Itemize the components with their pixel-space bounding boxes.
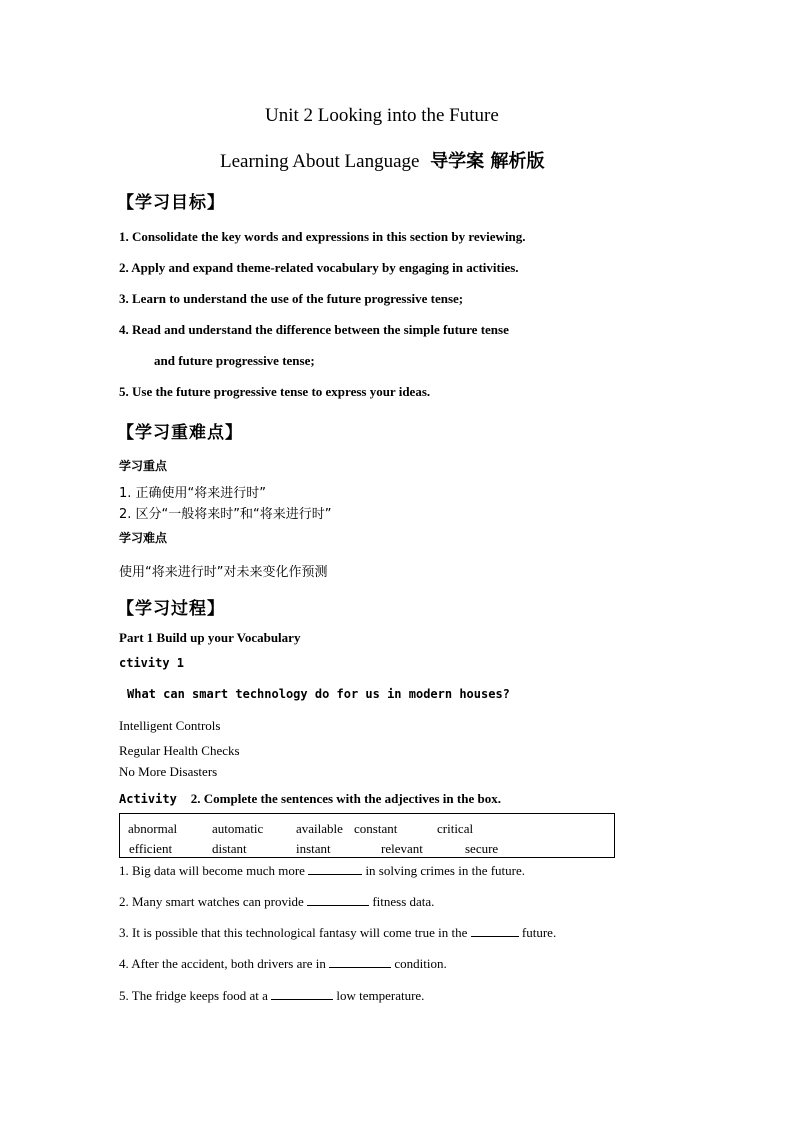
activity2-label: Activity (119, 792, 177, 806)
focus-item-2: 2. 区分“一般将来时”和“将来进行时” (119, 507, 332, 522)
word-item: relevant (381, 841, 423, 856)
sentence-text: in solving crimes in the future. (362, 863, 526, 878)
objective-item-1: 1. Consolidate the key words and expressions in this section by reviewing. (119, 229, 526, 244)
activity1-question: What can smart technology do for us in modern houses? (127, 687, 510, 701)
sentence-1 (119, 863, 525, 879)
subtitle-chinese: 导学案 解析版 (430, 151, 545, 172)
answer-blank[interactable] (308, 863, 362, 875)
word-item: abnormal (128, 821, 178, 836)
sentence-4 (119, 956, 447, 972)
sentence-text: fitness data. (369, 894, 435, 909)
process-heading: 【学习过程】 (117, 599, 225, 619)
answer-blank[interactable] (329, 956, 391, 968)
sentence-text: low temperature. (333, 988, 425, 1003)
activity1-answer-2: Regular Health Checks (119, 743, 240, 758)
key-points-heading: 【学习重难点】 (117, 423, 243, 443)
sentence-text: 2. Many smart watches can provide (119, 894, 308, 909)
word-item: secure (465, 841, 499, 856)
document-subtitle (220, 147, 544, 173)
objective-item-2: 2. Apply and expand theme-related vocabulary by engaging in activities. (119, 260, 519, 275)
activity2-instruction: 2. Complete the sentences with the adjectives in the box. (190, 791, 501, 806)
sentence-5 (119, 988, 424, 1004)
focus-item-1: 1. 正确使用“将来进行时” (119, 486, 267, 501)
word-box (119, 813, 615, 858)
sentence-text: 5. The fridge keeps food at a (119, 988, 272, 1003)
word-item: constant (354, 821, 398, 836)
difficulty-text: 使用“将来进行时”对未来变化作预测 (119, 565, 328, 580)
answer-blank[interactable] (307, 894, 369, 906)
activity1-answer-3: No More Disasters (119, 764, 218, 779)
subtitle-english: Learning About Language (220, 151, 420, 172)
activity1-answer-1: Intelligent Controls (119, 718, 221, 733)
part1-title: Part 1 Build up your Vocabulary (119, 630, 301, 645)
objective-item-5: 5. Use the future progressive tense to express your ideas. (119, 384, 431, 399)
answer-blank[interactable] (471, 925, 519, 937)
focus-label: 学习重点 (119, 459, 168, 473)
word-item: efficient (129, 841, 173, 856)
word-item: critical (437, 821, 474, 836)
sentence-text: condition. (391, 956, 447, 971)
activity2-header (119, 790, 501, 808)
sentence-text: 4. After the accident, both drivers are in (119, 956, 330, 971)
document-title: Unit 2 Looking into the Future (265, 105, 499, 126)
sentence-text: 1. Big data will become much more (119, 863, 309, 878)
sentence-2 (119, 894, 434, 910)
difficulty-label: 学习难点 (119, 531, 168, 545)
word-item: distant (212, 841, 247, 856)
word-item: automatic (212, 821, 264, 836)
answer-blank[interactable] (271, 988, 333, 1000)
word-item: instant (296, 841, 331, 856)
objective-item-4-continued: and future progressive tense; (154, 353, 315, 368)
sentence-text: 3. It is possible that this technological fantasy will come true in the (119, 925, 471, 940)
objectives-heading: 【学习目标】 (117, 193, 225, 213)
sentence-3 (119, 925, 556, 941)
objective-item-4: 4. Read and understand the difference between the simple future tense (119, 322, 509, 337)
objective-item-3: 3. Learn to understand the use of the future progressive tense; (119, 291, 464, 306)
activity1-label: ctivity 1 (119, 656, 185, 670)
word-item: available (296, 821, 343, 836)
sentence-text: future. (518, 925, 557, 940)
